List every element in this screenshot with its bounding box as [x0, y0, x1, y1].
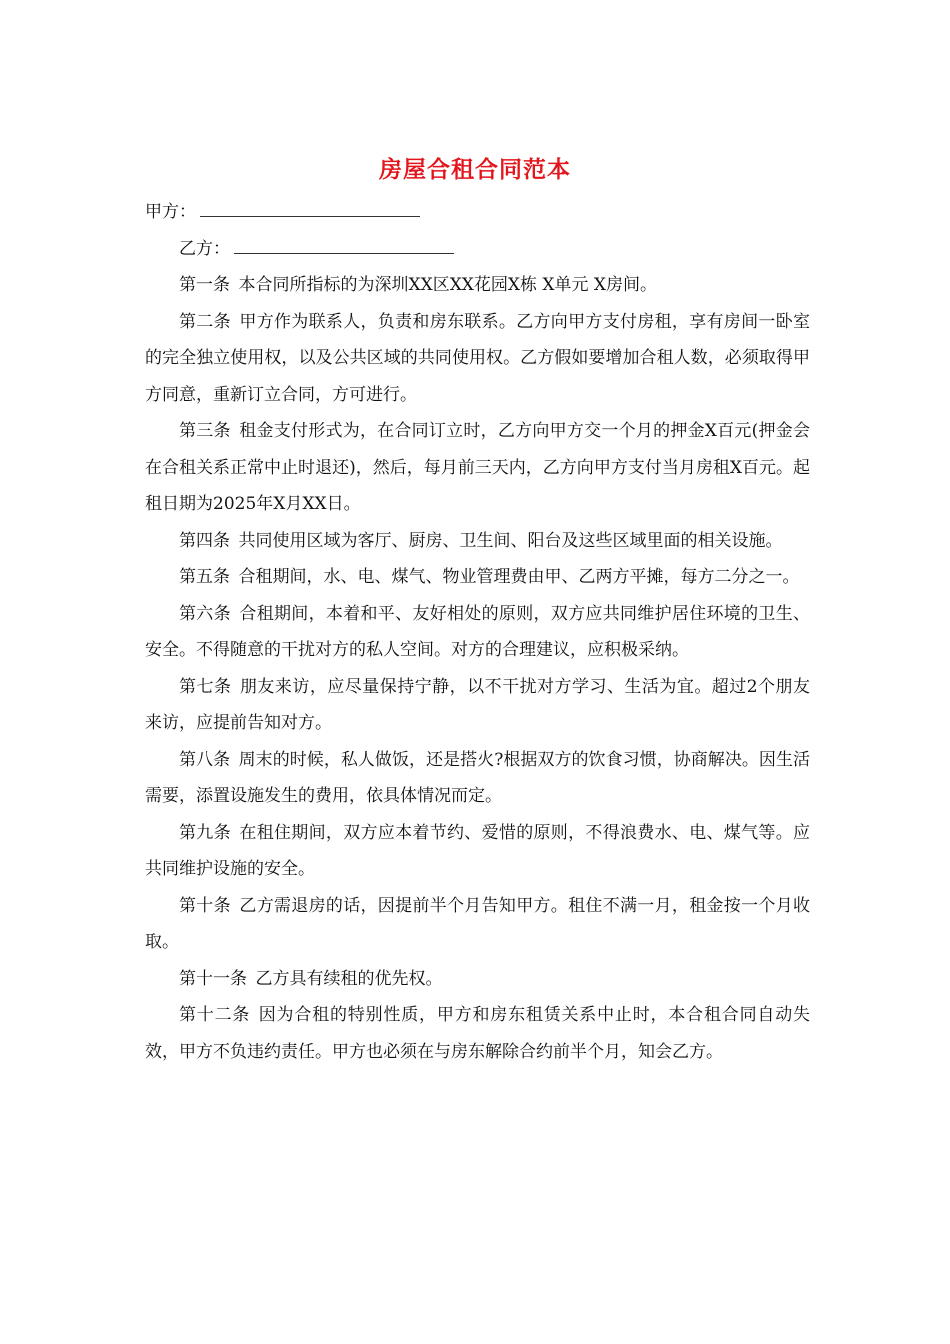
party-a-label: 甲方： [145, 202, 196, 222]
article-text: 共同使用区域为客厅、厨房、卫生间、阳台及这些区域里面的相关设施。 [238, 530, 783, 551]
article-label: 第十二条 [179, 1005, 251, 1025]
article-label: 第十条 [179, 895, 231, 916]
article-label: 第八条 [179, 749, 231, 770]
article-9 [145, 815, 810, 888]
article-1 [145, 267, 810, 304]
article-text: 合租期间，水、电、煤气、物业管理费由甲、乙两方平摊，每方二分之一。 [238, 567, 800, 587]
party-a-blank [200, 198, 420, 217]
article-8 [145, 742, 810, 815]
article-text: 朋友来访，应尽量保持宁静，以不干扰对方学习、生活为宜。超过2个朋友来访，应提前告知对方。 [145, 676, 810, 733]
document-body [145, 194, 810, 1070]
article-label: 第九条 [179, 822, 231, 843]
article-label: 第三条 [179, 421, 231, 441]
article-text: 甲方作为联系人，负责和房东联系。乙方向甲方支付房租，享有房间一卧室的完全独立使用权，以及公共区域的共同使用权。乙方假如要增加合租人数，必须取得甲方同意，重新订立合同，方可进行。 [145, 311, 811, 405]
article-label: 第十一条 [179, 968, 247, 989]
article-10 [145, 888, 810, 961]
article-label: 第二条 [179, 311, 231, 332]
article-4 [145, 523, 810, 560]
article-text: 本合同所指标的为深圳XX区XX花园X栋 X单元 X房间。 [238, 275, 658, 295]
article-text: 乙方具有续租的优先权。 [255, 968, 443, 989]
party-b-label: 乙方： [179, 238, 230, 259]
article-text: 合租期间，本着和平、友好相处的原则，双方应共同维护居住环境的卫生、安全。不得随意的干扰对方的私人空间。对方的合理建议，应积极采纳。 [145, 603, 811, 660]
article-12 [145, 997, 810, 1070]
article-3 [145, 413, 810, 523]
article-text: 租金支付形式为，在合同订立时，乙方向甲方交一个月的押金X百元(押金会在合租关系正常中止时退还)，然后，每月前三天内，乙方向甲方支付当月房租X百元。起租日期为2025年X月XX日。 [145, 421, 811, 514]
article-5 [145, 559, 810, 596]
article-7 [145, 669, 810, 742]
article-label: 第一条 [179, 275, 230, 295]
article-label: 第五条 [179, 567, 230, 587]
article-text: 周末的时候，私人做饭，还是搭火?根据双方的饮食习惯，协商解决。因生活需要，添置设施发生的费用，依具体情况而定。 [145, 749, 810, 806]
party-a-line [145, 194, 810, 231]
article-label: 第六条 [179, 603, 231, 624]
article-2 [145, 304, 810, 414]
article-text: 乙方需退房的话，因提前半个月告知甲方。租住不满一月，租金按一个月收取。 [145, 895, 811, 952]
article-text: 在租住期间，双方应本着节约、爱惜的原则，不得浪费水、电、煤气等。应共同维护设施的安全。 [145, 822, 811, 879]
article-label: 第七条 [179, 676, 232, 697]
article-text: 因为合租的特别性质，甲方和房东租赁关系中止时，本合租合同自动失效，甲方不负违约责任。甲方也必须在与房东解除合约前半个月，知会乙方。 [145, 1005, 811, 1062]
article-6 [145, 596, 810, 669]
article-label: 第四条 [179, 530, 230, 551]
party-b-blank [234, 235, 454, 254]
document-title: 房屋合租合同范本 [379, 156, 571, 183]
party-b-line [145, 231, 810, 268]
article-11 [145, 961, 810, 998]
